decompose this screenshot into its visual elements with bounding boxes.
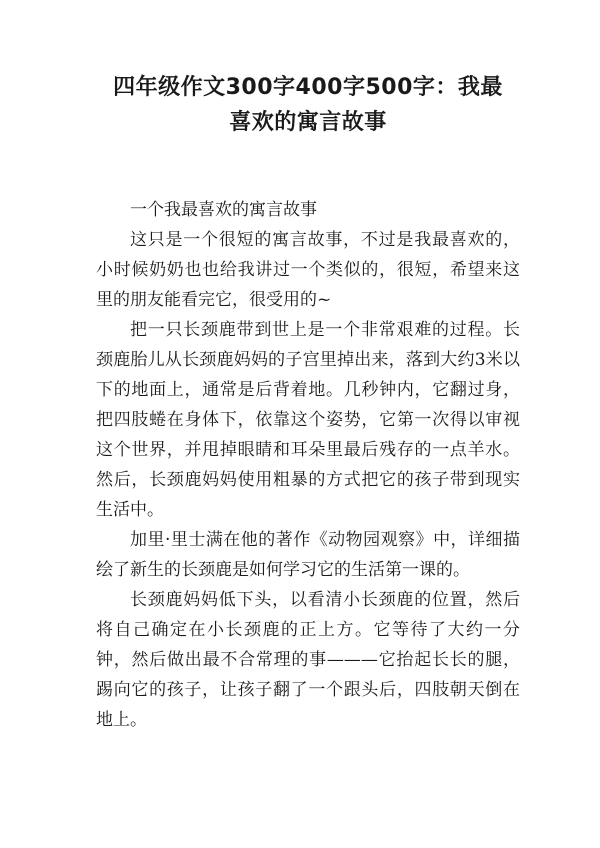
paragraph-heading: 一个我最喜欢的寓言故事 xyxy=(130,200,317,220)
paragraph: 这只是一个很短的寓言故事，不过是我最喜欢的，小时候奶奶也也给我讲过一个类似的，很短，希望来这里的朋友能看完它，很受用的~ xyxy=(96,230,520,310)
document-title: 四年级作文300字400字500字：我最喜欢的寓言故事 xyxy=(113,75,503,135)
paragraph: 加里·里士满在他的著作《动物园观察》中，详细描绘了新生的长颈鹿是如何学习它的生活第一课的。 xyxy=(96,530,520,580)
paragraph: 长颈鹿妈妈低下头，以看清小长颈鹿的位置，然后将自己确定在小长颈鹿的正上方。它等待了大约一分钟，然后做出最不合常理的事———它抬起长长的腿，踢向它的孩子，让孩子翻了一个跟头后，四肢朝天倒在地上。 xyxy=(96,590,520,730)
paragraph: 把一只长颈鹿带到世上是一个非常艰难的过程。长颈鹿胎儿从长颈鹿妈妈的子宫里掉出来，落到大约3米以下的地面上，通常是后背着地。几秒钟内，它翻过身，把四肢蜷在身体下，依靠这个姿势，它第一次得以审视这个世界，并甩掉眼睛和耳朵里最后残存的一点羊水。然后，长颈鹿妈妈使用粗暴的方式把它的孩子带到现实生活中。 xyxy=(96,320,520,520)
document-body xyxy=(96,195,520,735)
